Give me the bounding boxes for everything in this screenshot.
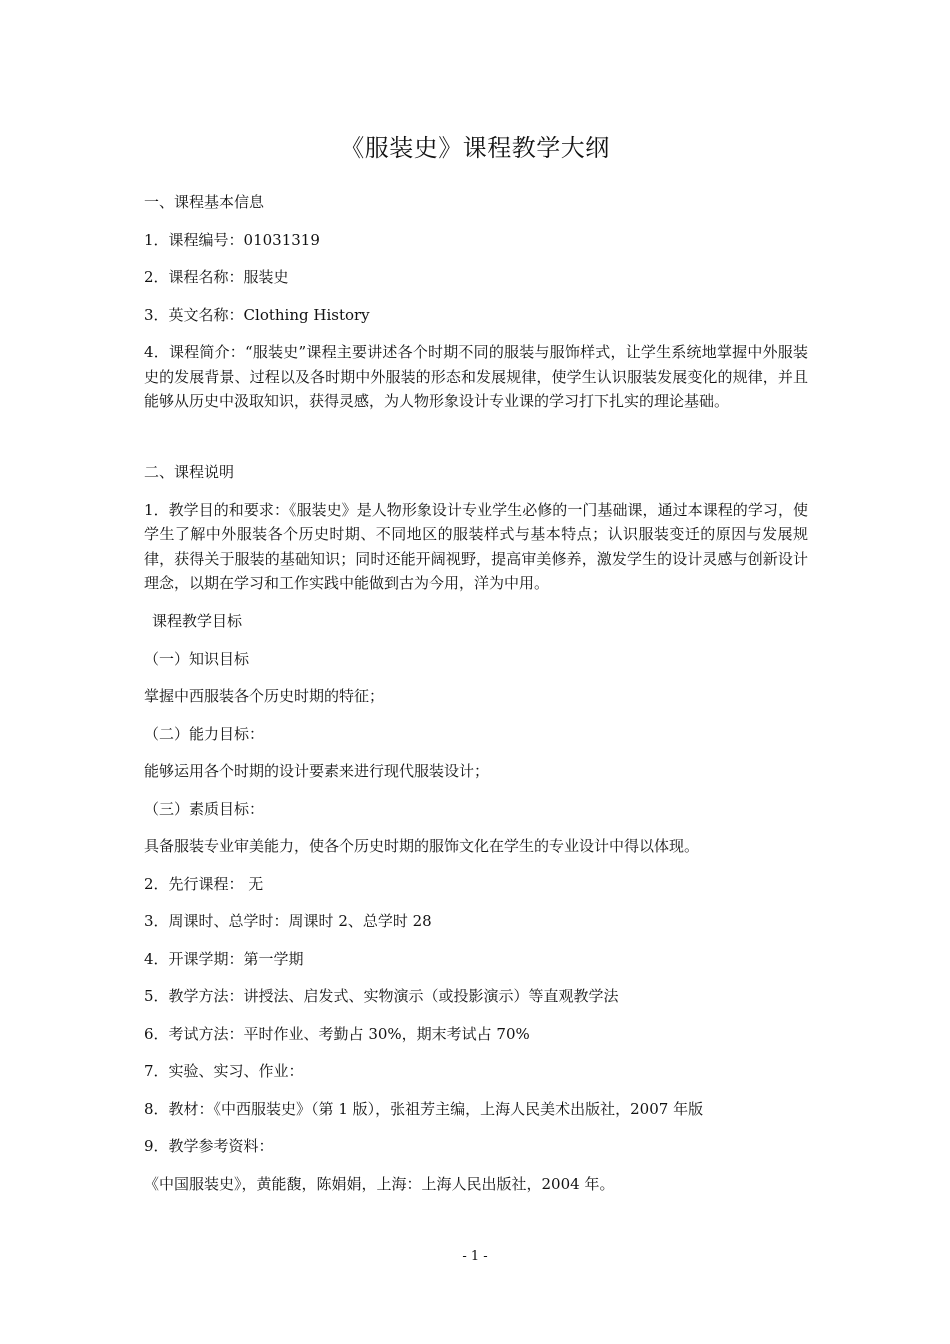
page-number: - 1 - [462, 1249, 488, 1264]
textbook: 8．教材：《中西服装史》（第 1 版），张祖芳主编，上海人民美术出版社，2007 年版 [144, 1099, 704, 1118]
section-spacer [144, 427, 808, 460]
teaching-goals-heading: 课程教学目标 [152, 612, 243, 630]
exam-method: 6．考试方法：平时作业、考勤占 30%，期末考试占 70% [144, 1024, 530, 1043]
knowledge-goal-text: 掌握中西服装各个历史时期的特征； [144, 687, 385, 705]
course-code: 1．课程编号：01031319 [144, 230, 320, 249]
quality-goal-text: 具备服装专业审美能力，使各个历史时期的服饰文化在学生的专业设计中得以体现。 [144, 837, 700, 855]
document-body [144, 190, 808, 1209]
reference-item: 《中国服装史》，黄能馥，陈娟娟，上海：上海人民出版社，2004 年。 [144, 1174, 615, 1193]
ability-goal-heading: （二）能力目标： [144, 724, 265, 743]
ability-goal-text: 能够运用各个时期的设计要素来进行现代服装设计； [144, 762, 490, 780]
teaching-purpose-paragraph: 1．教学目的和要求：《服装史》是人物形象设计专业学生必修的一门基础课，通过本课程的学习，使学生了解中外服装各个历史时期、不同地区的服装样式与基本特点；认识服装变迁的原因与发展规律，获得关于服装的基础知识；同时还能开阔视野，提高审美修养，激发学生的设计灵感与创新设计理念，以期在学习和工作实践中能做到古为今用，洋为中用。 [144, 500, 808, 592]
knowledge-goal-heading: （一）知识目标 [144, 649, 250, 668]
quality-goal-heading: （三）素质目标： [144, 799, 265, 818]
course-name: 2．课程名称：服装史 [144, 268, 289, 286]
lab-practice-homework: 7．实验、实习、作业： [144, 1062, 304, 1080]
prerequisite-courses: 2．先行课程： 无 [144, 874, 264, 893]
class-hours: 3．周课时、总学时：周课时 2、总学时 28 [144, 912, 432, 930]
course-intro-paragraph: 4．课程简介：“服装史”课程主要讲述各个时期不同的服装与服饰样式，让学生系统地掌握中外服装史的发展背景、过程以及各时期中外服装的形态和发展规律，使学生认识服装发展变化的规律，并且能够从历史中汲取知识，获得灵感，为人物形象设计专业课的学习打下扎实的理论基础。 [144, 343, 808, 410]
english-name: 3．英文名称：Clothing History [144, 305, 370, 324]
section-heading-basic-info: 一、课程基本信息 [144, 193, 265, 211]
document-title: 《服装史》课程教学大纲 [340, 134, 610, 162]
semester: 4．开课学期：第一学期 [144, 949, 304, 968]
section-heading-course-description: 二、课程说明 [144, 463, 235, 481]
teaching-methods: 5．教学方法：讲授法、启发式、实物演示（或投影演示）等直观教学法 [144, 987, 619, 1005]
reference-materials-heading: 9．教学参考资料： [144, 1137, 274, 1155]
